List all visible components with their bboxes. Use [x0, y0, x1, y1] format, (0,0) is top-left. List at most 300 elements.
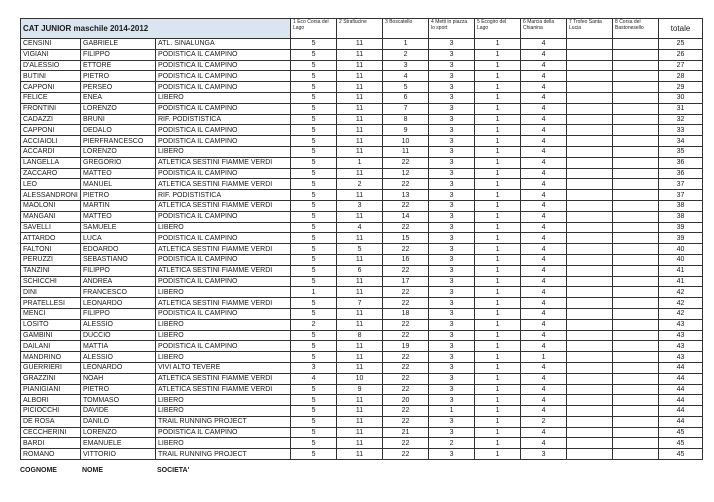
score-cell [567, 298, 613, 309]
score-cell: 1 [475, 341, 521, 352]
score-cell: 21 [383, 427, 429, 438]
table-row [21, 92, 703, 103]
nome-cell: ALESSIO [81, 319, 156, 330]
nome-cell: LORENZO [81, 427, 156, 438]
score-cell: 4 [521, 190, 567, 201]
score-cell: 1 [475, 136, 521, 147]
table-row [21, 287, 703, 298]
societa-cell: PODISTICA IL CAMPINO [156, 82, 291, 93]
score-cell [613, 233, 659, 244]
total-cell: 41 [659, 276, 703, 287]
score-cell: 3 [429, 287, 475, 298]
score-cell [613, 92, 659, 103]
cognome-cell: DAILANI [21, 341, 81, 352]
cognome-cell: ALESSANDRONI [21, 190, 81, 201]
score-cell: 6 [337, 265, 383, 276]
score-cell: 22 [383, 406, 429, 417]
total-cell: 34 [659, 136, 703, 147]
cognome-cell: CADAZZI [21, 114, 81, 125]
total-cell: 45 [659, 438, 703, 449]
score-cell: 3 [429, 222, 475, 233]
nome-cell: BRUNI [81, 114, 156, 125]
score-cell: 3 [429, 233, 475, 244]
nome-cell: DAVIDE [81, 406, 156, 417]
total-cell: 28 [659, 71, 703, 82]
score-cell: 2 [521, 416, 567, 427]
cognome-cell: VIGIANI [21, 49, 81, 60]
score-cell: 22 [383, 222, 429, 233]
score-cell [613, 82, 659, 93]
table-row [21, 60, 703, 71]
score-cell: 3 [429, 330, 475, 341]
score-cell [613, 330, 659, 341]
nome-cell: DEDALO [81, 125, 156, 136]
societa-cell: PODISTICA IL CAMPINO [156, 125, 291, 136]
score-cell: 3 [291, 362, 337, 373]
score-cell: 1 [475, 244, 521, 255]
nome-cell: PIETRO [81, 71, 156, 82]
score-cell: 3 [429, 384, 475, 395]
score-cell: 4 [521, 146, 567, 157]
total-cell: 39 [659, 233, 703, 244]
score-cell: 1 [291, 287, 337, 298]
score-cell: 3 [521, 449, 567, 460]
total-cell: 44 [659, 362, 703, 373]
score-cell: 22 [383, 384, 429, 395]
total-cell: 38 [659, 200, 703, 211]
total-cell: 31 [659, 103, 703, 114]
cognome-cell: MENCI [21, 308, 81, 319]
cognome-cell: PERUZZI [21, 254, 81, 265]
score-cell [613, 438, 659, 449]
table-row [21, 406, 703, 417]
societa-cell: ATLETICA SESTINI FIAMME VERDI [156, 157, 291, 168]
societa-cell: LIBERO [156, 222, 291, 233]
score-cell: 11 [337, 39, 383, 50]
societa-cell: PODISTICA IL CAMPINO [156, 49, 291, 60]
nome-cell: VITTORIO [81, 449, 156, 460]
total-cell: 43 [659, 341, 703, 352]
score-cell: 11 [337, 136, 383, 147]
header-row [21, 19, 703, 39]
score-cell [567, 341, 613, 352]
score-cell [567, 254, 613, 265]
score-cell: 4 [383, 71, 429, 82]
score-cell: 4 [521, 330, 567, 341]
score-cell [567, 265, 613, 276]
total-cell: 42 [659, 298, 703, 309]
score-cell: 4 [521, 265, 567, 276]
score-cell: 1 [475, 254, 521, 265]
score-cell: 3 [429, 114, 475, 125]
score-cell: 1 [475, 416, 521, 427]
score-cell: 1 [429, 406, 475, 417]
table-row [21, 146, 703, 157]
score-cell: 4 [337, 222, 383, 233]
score-cell: 4 [521, 276, 567, 287]
nome-cell: NOAH [81, 373, 156, 384]
score-cell: 3 [429, 60, 475, 71]
score-cell: 1 [475, 308, 521, 319]
score-cell: 1 [475, 157, 521, 168]
nome-cell: ETTORE [81, 60, 156, 71]
score-cell: 11 [337, 449, 383, 460]
societa-cell: PODISTICA IL CAMPINO [156, 211, 291, 222]
score-cell [613, 298, 659, 309]
score-cell: 3 [429, 39, 475, 50]
score-cell [613, 287, 659, 298]
score-cell: 3 [429, 416, 475, 427]
score-cell: 11 [337, 92, 383, 103]
nome-cell: PIETRO [81, 190, 156, 201]
score-cell: 1 [475, 298, 521, 309]
sheet-title: CAT JUNIOR maschile 2014-2012 [21, 19, 291, 39]
total-cell: 44 [659, 406, 703, 417]
score-cell: 11 [337, 406, 383, 417]
score-cell: 22 [383, 179, 429, 190]
results-body [21, 39, 703, 460]
nome-cell: MATTEO [81, 211, 156, 222]
score-cell: 22 [383, 330, 429, 341]
total-cell: 41 [659, 265, 703, 276]
score-cell [567, 211, 613, 222]
score-cell: 11 [337, 168, 383, 179]
score-cell: 1 [475, 384, 521, 395]
table-row [21, 71, 703, 82]
score-cell: 3 [429, 373, 475, 384]
score-cell [613, 449, 659, 460]
cognome-cell: GUERRIERI [21, 362, 81, 373]
score-cell: 22 [383, 319, 429, 330]
table-row [21, 395, 703, 406]
score-cell [567, 114, 613, 125]
table-row [21, 211, 703, 222]
score-cell: 11 [337, 308, 383, 319]
score-cell: 4 [521, 287, 567, 298]
score-cell: 1 [475, 60, 521, 71]
score-cell: 22 [383, 298, 429, 309]
score-cell: 11 [337, 211, 383, 222]
score-cell [613, 362, 659, 373]
cognome-cell: MANDRINO [21, 352, 81, 363]
table-row [21, 179, 703, 190]
score-cell: 5 [291, 416, 337, 427]
score-cell [567, 384, 613, 395]
score-cell [567, 416, 613, 427]
societa-cell: PODISTICA IL CAMPINO [156, 71, 291, 82]
score-cell [613, 200, 659, 211]
score-cell: 4 [521, 308, 567, 319]
total-cell: 40 [659, 244, 703, 255]
score-cell: 11 [337, 427, 383, 438]
score-cell [613, 308, 659, 319]
nome-cell: LUCA [81, 233, 156, 244]
score-cell [567, 39, 613, 50]
score-cell: 11 [337, 125, 383, 136]
table-row [21, 373, 703, 384]
score-cell: 5 [291, 60, 337, 71]
societa-cell: ATLETICA SESTINI FIAMME VERDI [156, 179, 291, 190]
score-cell: 1 [475, 438, 521, 449]
score-cell [613, 254, 659, 265]
score-cell: 1 [475, 265, 521, 276]
score-cell: 5 [291, 157, 337, 168]
column-legend [20, 467, 702, 474]
nome-cell: SEBASTIANO [81, 254, 156, 265]
score-cell [613, 416, 659, 427]
score-cell: 3 [429, 254, 475, 265]
table-row [21, 190, 703, 201]
score-cell [567, 406, 613, 417]
score-cell: 3 [429, 190, 475, 201]
score-cell: 1 [475, 190, 521, 201]
score-cell: 1 [475, 103, 521, 114]
score-cell: 3 [429, 49, 475, 60]
score-cell: 10 [383, 136, 429, 147]
score-cell [613, 276, 659, 287]
race-header: 4 Metti in piazza lo sport [429, 19, 475, 39]
cognome-cell: D'ALESSIO [21, 60, 81, 71]
total-cell: 40 [659, 254, 703, 265]
societa-cell: LIBERO [156, 319, 291, 330]
score-cell [567, 49, 613, 60]
score-cell: 1 [475, 449, 521, 460]
societa-cell: VIVI ALTO TEVERE [156, 362, 291, 373]
total-cell: 43 [659, 319, 703, 330]
score-cell: 20 [383, 395, 429, 406]
cognome-cell: CECCHERINI [21, 427, 81, 438]
cognome-cell: ACCIAIOLI [21, 136, 81, 147]
score-cell: 5 [291, 49, 337, 60]
score-cell [613, 384, 659, 395]
societa-cell: PODISTICA IL CAMPINO [156, 103, 291, 114]
score-cell: 11 [337, 352, 383, 363]
score-cell: 4 [521, 179, 567, 190]
score-cell: 4 [521, 60, 567, 71]
cognome-cell: BARDI [21, 438, 81, 449]
score-cell [567, 330, 613, 341]
nome-cell: EDOARDO [81, 244, 156, 255]
results-table [20, 18, 703, 460]
score-cell: 19 [383, 341, 429, 352]
table-row [21, 427, 703, 438]
cognome-cell: CAPPONI [21, 125, 81, 136]
score-cell [613, 168, 659, 179]
score-cell: 5 [291, 341, 337, 352]
score-cell [567, 319, 613, 330]
score-cell [613, 222, 659, 233]
score-cell [567, 362, 613, 373]
cognome-cell: PRATELLESI [21, 298, 81, 309]
table-row [21, 254, 703, 265]
score-cell: 5 [291, 244, 337, 255]
nome-cell: MANUEL [81, 179, 156, 190]
score-cell: 3 [429, 82, 475, 93]
score-cell: 11 [337, 49, 383, 60]
score-cell: 22 [383, 449, 429, 460]
score-cell [567, 60, 613, 71]
table-row [21, 438, 703, 449]
nome-cell: MATTIA [81, 341, 156, 352]
total-cell: 35 [659, 146, 703, 157]
score-cell [567, 276, 613, 287]
nome-cell: LEONARDO [81, 362, 156, 373]
score-cell: 4 [521, 222, 567, 233]
score-cell: 5 [291, 190, 337, 201]
score-cell: 11 [337, 395, 383, 406]
score-cell [567, 287, 613, 298]
score-cell: 3 [429, 92, 475, 103]
results-sheet [20, 18, 702, 474]
score-cell [567, 373, 613, 384]
table-row [21, 200, 703, 211]
score-cell: 3 [429, 157, 475, 168]
score-cell [613, 179, 659, 190]
race-header: 3 Boscatello [383, 19, 429, 39]
score-cell: 7 [383, 103, 429, 114]
score-cell: 5 [291, 114, 337, 125]
score-cell [613, 427, 659, 438]
score-cell [567, 222, 613, 233]
score-cell: 5 [291, 352, 337, 363]
societa-cell: TRAIL RUNNING PROJECT [156, 416, 291, 427]
total-cell: 37 [659, 190, 703, 201]
total-cell: 39 [659, 222, 703, 233]
score-cell: 22 [383, 373, 429, 384]
score-cell: 3 [429, 308, 475, 319]
nome-cell: ALESSIO [81, 352, 156, 363]
score-cell [567, 244, 613, 255]
total-cell: 42 [659, 308, 703, 319]
cognome-cell: LEO [21, 179, 81, 190]
cognome-cell: FALTONI [21, 244, 81, 255]
score-cell [567, 157, 613, 168]
score-cell: 1 [383, 39, 429, 50]
score-cell: 22 [383, 157, 429, 168]
total-cell: 44 [659, 395, 703, 406]
table-row [21, 82, 703, 93]
score-cell: 1 [475, 319, 521, 330]
score-cell [613, 244, 659, 255]
score-cell: 4 [521, 168, 567, 179]
cognome-cell: ZACCARO [21, 168, 81, 179]
score-cell: 5 [291, 265, 337, 276]
score-cell: 1 [475, 82, 521, 93]
table-row [21, 341, 703, 352]
score-cell: 1 [475, 200, 521, 211]
score-cell: 4 [521, 125, 567, 136]
score-cell: 3 [429, 71, 475, 82]
score-cell: 5 [291, 438, 337, 449]
score-cell: 4 [521, 406, 567, 417]
score-cell: 4 [521, 82, 567, 93]
score-cell: 11 [337, 319, 383, 330]
score-cell: 11 [337, 60, 383, 71]
cognome-cell: BUTINI [21, 71, 81, 82]
score-cell: 4 [521, 438, 567, 449]
score-cell: 17 [383, 276, 429, 287]
score-cell: 5 [291, 92, 337, 103]
score-cell [613, 146, 659, 157]
score-cell [567, 200, 613, 211]
score-cell: 22 [383, 362, 429, 373]
score-cell: 4 [521, 341, 567, 352]
score-cell: 1 [337, 157, 383, 168]
score-cell [567, 352, 613, 363]
total-header: totale [659, 19, 703, 39]
score-cell: 1 [521, 352, 567, 363]
score-cell: 1 [475, 287, 521, 298]
score-cell: 11 [337, 71, 383, 82]
score-cell: 1 [475, 395, 521, 406]
score-cell [567, 179, 613, 190]
table-row [21, 319, 703, 330]
total-cell: 36 [659, 157, 703, 168]
score-cell [567, 146, 613, 157]
total-cell: 36 [659, 168, 703, 179]
total-cell: 44 [659, 373, 703, 384]
societa-cell: PODISTICA IL CAMPINO [156, 60, 291, 71]
societa-cell: LIBERO [156, 352, 291, 363]
societa-cell: LIBERO [156, 395, 291, 406]
score-cell: 1 [475, 330, 521, 341]
societa-cell: LIBERO [156, 330, 291, 341]
table-row [21, 384, 703, 395]
score-cell: 22 [383, 244, 429, 255]
race-header: 5 Ecogiro del Lago [475, 19, 521, 39]
race-header: 2 Strafiucine [337, 19, 383, 39]
score-cell: 5 [291, 276, 337, 287]
race-header: 1 Eco Corsa del Lago [291, 19, 337, 39]
table-row [21, 136, 703, 147]
score-cell: 15 [383, 233, 429, 244]
race-header: 8 Corsa del Bastonesello [613, 19, 659, 39]
score-cell: 1 [475, 406, 521, 417]
total-cell: 45 [659, 449, 703, 460]
societa-cell: ATLETICA SESTINI FIAMME VERDI [156, 265, 291, 276]
cognome-cell: DINI [21, 287, 81, 298]
table-row [21, 233, 703, 244]
total-cell: 45 [659, 427, 703, 438]
cognome-cell: CENSINI [21, 39, 81, 50]
score-cell: 11 [337, 362, 383, 373]
score-cell: 11 [337, 341, 383, 352]
societa-cell: ATLETICA SESTINI FIAMME VERDI [156, 200, 291, 211]
cognome-cell: FRONTINI [21, 103, 81, 114]
cognome-cell: LOSITO [21, 319, 81, 330]
societa-cell: RIF. PODISTISTICA [156, 190, 291, 201]
score-cell: 4 [291, 373, 337, 384]
score-cell: 4 [521, 211, 567, 222]
score-cell: 5 [291, 449, 337, 460]
societa-cell: ATLETICA SESTINI FIAMME VERDI [156, 298, 291, 309]
score-cell: 13 [383, 190, 429, 201]
nome-cell: GREGORIO [81, 157, 156, 168]
score-cell: 3 [429, 211, 475, 222]
score-cell: 5 [291, 200, 337, 211]
score-cell: 14 [383, 211, 429, 222]
score-cell: 5 [291, 308, 337, 319]
societa-cell: LIBERO [156, 287, 291, 298]
total-cell: 26 [659, 49, 703, 60]
score-cell: 3 [429, 168, 475, 179]
score-cell: 11 [337, 190, 383, 201]
score-cell: 11 [337, 276, 383, 287]
cognome-cell: DE ROSA [21, 416, 81, 427]
nome-cell: SAMUELE [81, 222, 156, 233]
score-cell [567, 449, 613, 460]
score-cell: 3 [429, 265, 475, 276]
